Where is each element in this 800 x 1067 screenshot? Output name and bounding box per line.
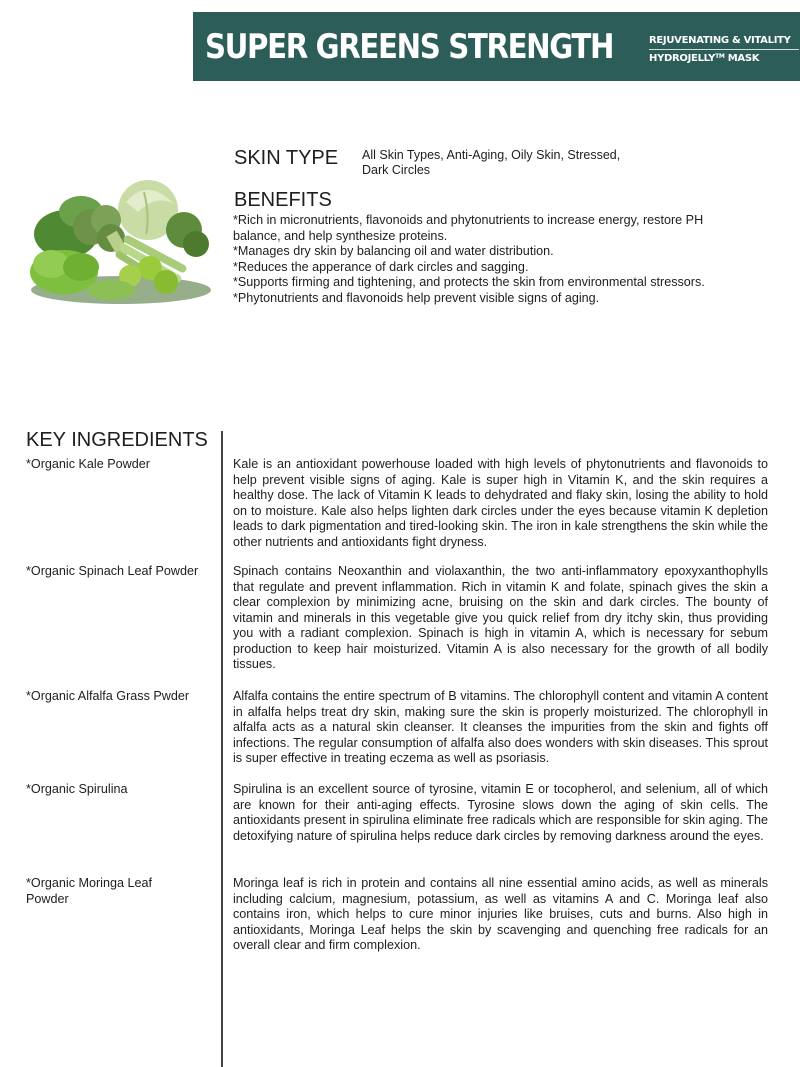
benefit-item: *Manages dry skin by balancing oil and water distribution.: [233, 244, 554, 258]
benefits-heading: BENEFITS: [234, 189, 332, 211]
benefit-item: *Rich in micronutrients, flavonoids and phytonutrients to increase energy, restore PH balance, and help synthesize proteins.: [233, 213, 704, 243]
product-subtitle: [649, 35, 799, 64]
subtitle-mask: MASK: [724, 53, 760, 64]
ingredient-description: Moringa leaf is rich in protein and contains all nine essential amino acids, as well as minerals including calcium, magnesium, potassium, as well as vitamins A and C. Moringa leaf also contains iron, which helps to cure minor injuries like bruises, cuts and burns. Also high in antioxidants, Moringa Leaf helps the skin by scavenging and quenching free radicals for an overall clear and firm complexion.: [233, 876, 768, 952]
subtitle-hydrojelly: HYDROJELLY: [649, 53, 716, 64]
skin-type-heading: SKIN TYPE: [234, 147, 339, 169]
ingredient-description: Kale is an antioxidant powerhouse loaded with high levels of phytonutrients and flavonoids to help prevent visible signs of aging. Kale is super high in Vitamin K, and the skin requires a healthy dose. The lack of Vitamin K leads to dehydrated and flaky skin, losing the ability to hold on to moisture. Kale also helps lighten dark circles under the eyes because vitamin K depletion leads to dark pigmentation and tired-looking skin. The iron in kale strengthens the skin while the other nutrients and antioxidants fight dryness.: [233, 457, 768, 549]
ingredient-description: Alfalfa contains the entire spectrum of B vitamins. The chlorophyll content and vitamin A content in alfalfa helps treat dry skin, making sure the skin is properly moisturized. The chlorophyll in alfalfa acts as a natural skin cleanser. It cleanses the impurities from the skin and fights off infections. The regular consumption of alfalfa also does wonders with skin diseases. This sprout is super effective in treating eczema as well as psoriasis.: [233, 689, 768, 765]
ingredient-name: *Organic Spinach Leaf Powder: [26, 564, 199, 578]
column-divider: [221, 431, 223, 1067]
title-banner: [193, 12, 800, 81]
ingredient-name: *Organic Alfalfa Grass Pwder: [26, 689, 190, 703]
product-title: SUPER GREENS STRENGTH: [205, 26, 614, 67]
benefit-item: *Reduces the apperance of dark circles and sagging.: [233, 259, 529, 274]
ingredient-name: *Organic Spirulina: [26, 782, 128, 796]
benefit-item: *Supports firming and tightening, and protects the skin from environmental stressors.: [233, 275, 705, 289]
benefit-item: *Phytonutrients and flavonoids help prevent visible signs of aging.: [233, 290, 600, 305]
ingredient-description: Spirulina is an excellent source of tyrosine, vitamin E or tocopherol, and selenium, all of which are known for their anti-aging effects. Tyrosine slows down the aging of skin cells. The antioxidants present in spirulina eliminate free radicals which are responsible for skin aging. The detoxifying nature of spirulina helps reduce dark circles by removing darkness around the eyes.: [233, 782, 768, 843]
trademark-mark: TM: [715, 53, 725, 60]
ingredient-name: *Organic Kale Powder: [26, 457, 150, 471]
benefits-list: [233, 213, 753, 306]
subtitle-line-1: REJUVENATING & VITALITY: [649, 35, 799, 50]
key-ingredients-heading: KEY INGREDIENTS: [26, 429, 208, 451]
green-vegetables-image: [26, 172, 216, 307]
ingredient-name: *Organic Moringa Leaf Powder: [26, 876, 153, 906]
ingredient-description: Spinach contains Neoxanthin and violaxanthin, the two anti-inflammatory epoxyxanthophylls that regulate and prevent inflammation. Rich in vitamin K and folate, spinach gives the skin a clear complexion by minimizing acne, bruising on the skin and dark circles. The bounty of vitamin and minerals in this vegetable give you quick relief from dry itchy skin, thus providing you with a radiant complexion. Spinach is high in vitamin A, which is necessary for sebum production to keep hair moisturized. Vitamin A is also necessary for the growth of all bodily tissues.: [233, 564, 768, 671]
skin-type-value: All Skin Types, Anti-Aging, Oily Skin, Stressed, Dark Circles: [362, 148, 621, 177]
subtitle-line-2: [649, 50, 799, 64]
